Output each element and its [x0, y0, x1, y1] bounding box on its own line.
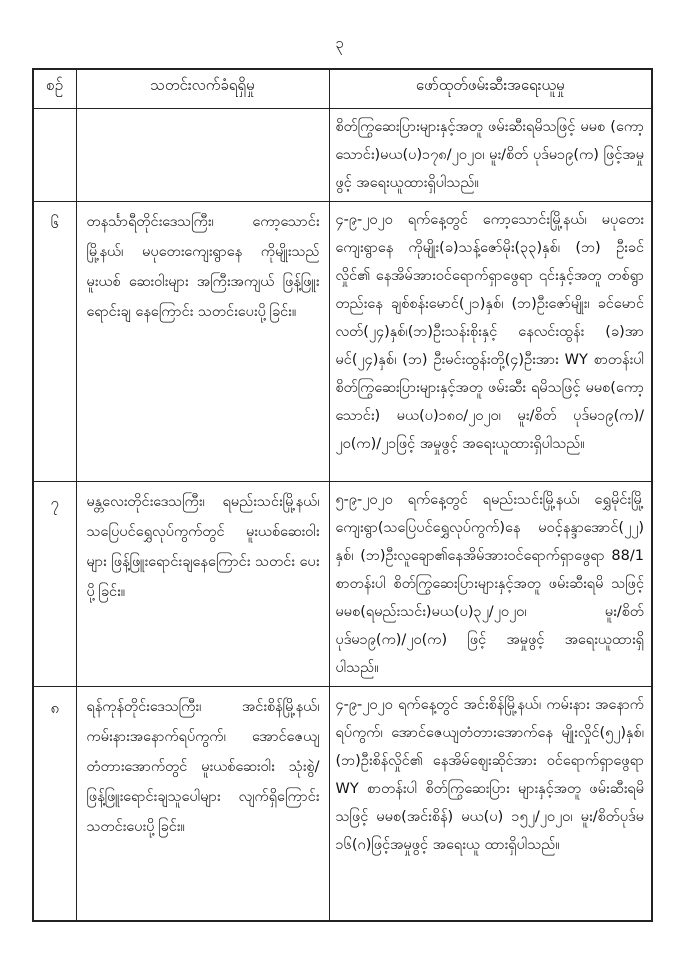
serial-cell: ၇	[33, 481, 76, 686]
action-cell: ၅-၉-၂၀၂၀ ရက်နေ့တွင် ရမည်းသင်းမြို့နယ်၊ ရွှေမိုင်းမြို့ ကျေးရွာ(သပြေပင်ရွှေလုပ်ကွက်)နေ မဝင့်နန္ဒာအောင်(၂၂) နှစ်၊ (ဘ)ဦးလူချော၏နေအိမ်အားဝင်ရောက်ရှာဖွေရာ 88/1 စာတန်းပါ စိတ်ကြွဆေးပြားများနှင့်အတူ ဖမ်းဆီးရမိ သဖြင့် မမစ(ရမည်းသင်း)မယ(ပ)၃၂/၂၀၂၀၊ မူး/စိတ် ပုဒ်မ၁၉(က)/၂၀(က) ဖြင့် အမှုဖွင့် အရေးယူထားရှိ ပါသည်။	[329, 481, 652, 686]
col-header-action-taken: ဖော်ထုတ်ဖမ်းဆီးအရေးယူမှု	[329, 69, 652, 108]
report-cell: မန္တလေးတိုင်းဒေသကြီး၊ ရမည်းသင်းမြို့နယ်၊ သပြေပင်ရွှေလုပ်ကွက်တွင် မူးယစ်ဆေးဝါး များ ဖြန့်ဖြူးရောင်းချနေကြောင်း သတင်း ပေးပို့ခြင်း။	[76, 481, 329, 686]
table-row	[33, 686, 652, 921]
report-cell	[76, 108, 329, 201]
action-cell: ၄-၉-၂၀၂၀ ရက်နေ့တွင် ကော့သောင်းမြို့နယ်၊ မပုတေး ကျေးရွာနေ ကိုမျိုး(ခ)သန့်ဇော်မိုး(၃၃)နှစ်၊ (ဘ) ဦးခင်လှိုင်၏ နေအိမ်အားဝင်ရောက်ရှာဖွေရာ ၎င်းနှင့်အတူ တစ်ရွာတည်းနေ ချစ်စန်းမောင်(၂၁)နှစ်၊ (ဘ)ဦးဇော်မျိုး၊ ခင်မောင်လတ်(၂၄)နှစ်၊(ဘ)ဦးသန်းစိုးနှင့် နေလင်းထွန်း (ခ)အာမင်(၂၄)နှစ်၊ (ဘ) ဦးမင်းထွန်းတို့(၄)ဦးအား WY စာတန်းပါ စိတ်ကြွဆေးပြားများနှင့်အတူ ဖမ်းဆီး ရမိသဖြင့် မမစ(ကော့သောင်း) မယ(ပ)၁၈၀/၂၀၂၀၊ မူး/စိတ် ပုဒ်မ၁၉(က)/၂၀(က)/၂၁ဖြင့် အမှုဖွင့် အရေးယူထားရှိပါသည်။	[329, 201, 652, 481]
page-number: ၃	[335, 34, 344, 52]
report-cell: တနင်္သာရီတိုင်းဒေသကြီး၊ ကော့သောင်းမြို့နယ်၊ မပုတေးကျေးရွာနေ ကိုမျိုးသည် မူးယစ် ဆေးဝါးများ အကြီးအကျယ် ဖြန့်ဖြူးရောင်းချ နေကြောင်း သတင်းပေးပို့ခြင်း။	[76, 201, 329, 481]
col-header-news-received: သတင်းလက်ခံရရှိမှု	[76, 69, 329, 108]
report-cell: ရန်ကုန်တိုင်းဒေသကြီး၊ အင်းစိန်မြို့နယ်၊ ကမ်းနားအနောက်ရပ်ကွက်၊ အောင်ဇေယျ တံတားအောက်တွင် မူးယစ်ဆေးဝါး သုံးစွဲ/ ဖြန့်ဖြူးရောင်းချသူပေါများ လျက်ရှိကြောင်း သတင်းပေးပို့ခြင်း။	[76, 686, 329, 921]
table-row	[33, 108, 652, 201]
action-cell: ၄-၉-၂၀၂၀ ရက်နေ့တွင် အင်းစိန်မြို့နယ်၊ ကမ်းနား အနောက်ရပ်ကွက်၊ အောင်ဇေယျတံတားအောက်နေ မျိုးလှိုင်(၅၂)နှစ်၊ (ဘ)ဦးစိန်လှိုင်၏ နေအိမ်ဈေးဆိုင်အား ဝင်ရောက်ရှာဖွေရာ WY စာတန်းပါ စိတ်ကြွဆေးပြား များနှင့်အတူ ဖမ်းဆီးရမိသဖြင့် မမစ(အင်းစိန်) မယ(ပ) ၁၅၂/၂၀၂၀၊ မူး/စိတ်ပုဒ်မ ၁၆(ဂ)ဖြင့်အမှုဖွင့် အရေးယူ ထားရှိပါသည်။	[329, 686, 652, 921]
report-table	[32, 68, 653, 922]
col-header-serial: စဉ်	[33, 69, 76, 108]
table-row	[33, 201, 652, 481]
table-row	[33, 481, 652, 686]
table-header-row	[33, 69, 652, 108]
action-cell: စိတ်ကြွဆေးပြားများနှင့်အတူ ဖမ်းဆီးရမိသဖြင့် မမစ (ကော့သောင်း)မယ(ပ)၁၇၈/၂၀၂၀၊ မူး/စိတ် ပုဒ်မ၁၉(က) ဖြင့်အမှုဖွင့် အရေးယူထားရှိပါသည်။	[329, 108, 652, 201]
serial-cell: ၆	[33, 201, 76, 481]
serial-cell: ၈	[33, 686, 76, 921]
serial-cell	[33, 108, 76, 201]
